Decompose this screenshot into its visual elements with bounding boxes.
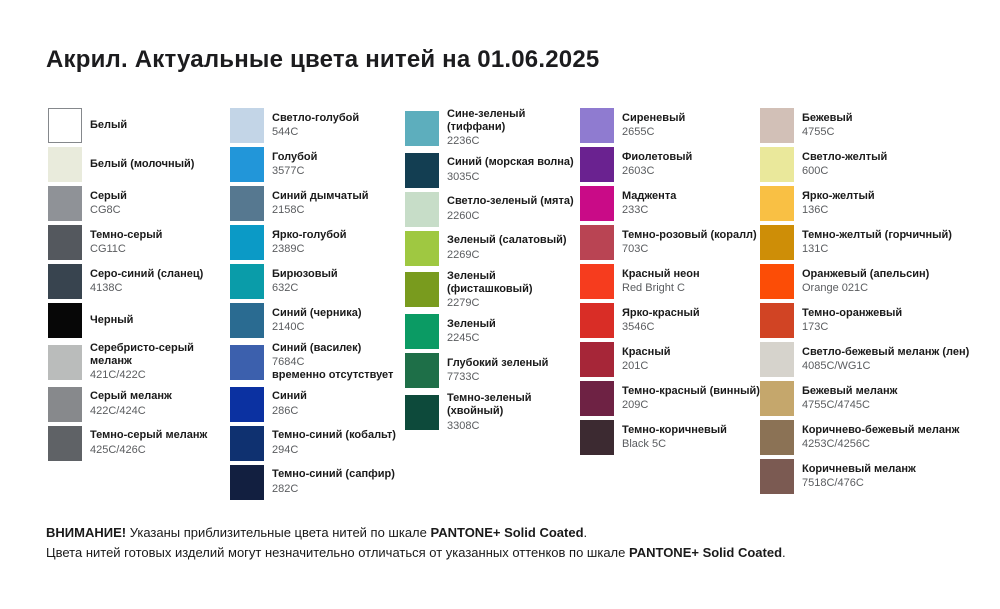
footer-line-1-period: . — [583, 525, 588, 540]
color-swatch — [48, 108, 82, 143]
color-name: Красный — [622, 345, 671, 358]
pantone-code: 233C — [622, 204, 649, 216]
color-row — [760, 147, 1000, 182]
color-label — [90, 342, 228, 383]
color-row — [580, 108, 760, 143]
color-name: Коричнево-бежевый меланж — [802, 423, 960, 436]
color-swatch — [405, 272, 439, 307]
color-name: Сиреневый — [622, 111, 686, 124]
color-label — [447, 156, 574, 183]
color-swatch — [580, 225, 614, 260]
color-name: Коричневый меланж — [802, 462, 916, 475]
pantone-code: 2236C — [447, 135, 480, 148]
pantone-code: 294C — [272, 443, 299, 456]
color-swatch — [760, 459, 794, 494]
color-name: Синий (василек) — [272, 342, 362, 354]
color-row — [230, 147, 405, 182]
color-label — [622, 385, 760, 412]
color-name: Темно-синий (кобальт) — [272, 429, 396, 442]
color-name: Темно-оранжевый — [802, 306, 903, 319]
pantone-code: 600C — [802, 165, 829, 177]
color-row — [48, 108, 230, 143]
color-grid — [48, 108, 1000, 504]
color-swatch — [230, 465, 264, 500]
footer-line-1-text: Указаны приблизительные цвета нитей по шкале — [126, 525, 431, 540]
color-row — [405, 231, 580, 266]
pantone-code: 3308C — [447, 419, 480, 432]
color-row — [760, 225, 1000, 260]
color-swatch — [760, 342, 794, 377]
color-name: Светло-зеленый (мята) — [447, 195, 574, 208]
pantone-code: 2269C — [447, 248, 480, 261]
color-swatch — [580, 342, 614, 377]
color-row — [48, 225, 230, 260]
color-name: Светло-бежевый меланж (лен) — [802, 345, 970, 358]
color-label — [622, 229, 757, 256]
color-label — [447, 318, 496, 345]
color-swatch — [760, 108, 794, 143]
color-row — [760, 303, 1000, 338]
color-swatch — [760, 420, 794, 455]
color-label — [802, 307, 902, 334]
color-label — [622, 151, 692, 178]
color-row — [405, 108, 580, 149]
color-swatch — [48, 303, 82, 338]
color-name: Оранжевый (апельсин) — [802, 267, 930, 280]
color-row — [405, 270, 580, 311]
color-row — [760, 264, 1000, 299]
footer-line-2 — [46, 543, 786, 563]
color-swatch — [580, 108, 614, 143]
color-name: Ярко-красный — [622, 306, 700, 319]
color-name: Бежевый — [802, 111, 853, 124]
color-name: Темно-коричневый — [622, 423, 727, 436]
pantone-code: 209C — [622, 399, 649, 411]
color-label — [447, 234, 567, 261]
pantone-code: 4755C — [802, 126, 835, 138]
color-column-4 — [580, 108, 760, 459]
color-row — [760, 381, 1000, 416]
warning-label: ВНИМАНИЕ! — [46, 525, 127, 540]
pantone-code: 2389C — [272, 243, 305, 255]
color-name: Синий — [272, 390, 307, 403]
pantone-code: 201C — [622, 360, 649, 372]
color-label — [272, 307, 362, 334]
color-swatch — [405, 153, 439, 188]
color-row — [230, 108, 405, 143]
color-label — [90, 229, 162, 256]
color-name: Голубой — [272, 150, 318, 163]
pantone-code: 422C/424C — [90, 404, 146, 417]
color-row — [230, 264, 405, 299]
color-swatch — [580, 381, 614, 416]
color-swatch — [48, 186, 82, 221]
color-name: Серо-синий (сланец) — [90, 267, 204, 280]
color-swatch — [580, 186, 614, 221]
footer-line-1 — [46, 523, 786, 543]
color-label — [447, 357, 548, 384]
color-label — [802, 346, 969, 373]
pantone-code: 131C — [802, 243, 829, 255]
color-name: Зеленый — [447, 317, 496, 330]
pantone-code: 3035C — [447, 170, 480, 183]
color-name: Темно-синий (сапфир) — [272, 468, 395, 481]
pantone-code: 703C — [622, 243, 649, 255]
pantone-code: 4755C/4745C — [802, 399, 870, 411]
color-name: Сине-зеленый (тиффани) — [447, 108, 526, 134]
color-name: Темно-зеленый (хвойный) — [447, 392, 532, 418]
color-row — [48, 186, 230, 221]
color-label — [622, 112, 685, 139]
color-label — [622, 268, 700, 295]
color-row — [760, 186, 1000, 221]
color-label — [622, 190, 676, 217]
color-swatch — [230, 345, 264, 380]
pantone-code: Orange 021C — [802, 282, 869, 294]
color-name: Темно-серый — [90, 228, 163, 241]
color-column-2 — [230, 108, 405, 504]
color-label — [622, 424, 727, 451]
availability-note: временно отсутствует — [272, 369, 394, 382]
color-swatch — [230, 186, 264, 221]
footer-line-2-text: Цвета нитей готовых изделий могут незначительно отличаться от указанных оттенков по шкале — [46, 544, 629, 560]
color-swatch — [230, 426, 264, 461]
color-label — [90, 119, 127, 132]
color-row — [580, 147, 760, 182]
color-row — [48, 426, 230, 461]
color-row — [760, 108, 1000, 143]
color-row — [580, 342, 760, 377]
color-label — [272, 390, 307, 417]
color-name: Фиолетовый — [622, 150, 693, 163]
color-label — [90, 158, 194, 171]
color-column-1 — [48, 108, 230, 465]
color-column-5 — [760, 108, 1000, 498]
pantone-code: CG11C — [90, 243, 126, 255]
color-label — [272, 151, 317, 178]
color-swatch — [760, 225, 794, 260]
pantone-code: 421C/422C — [90, 369, 146, 382]
color-row — [580, 225, 760, 260]
footer-line-2-period: . — [782, 544, 786, 560]
color-row — [760, 342, 1000, 377]
pantone-code: 2158C — [272, 204, 305, 216]
color-name: Бежевый меланж — [802, 384, 898, 397]
color-row — [405, 314, 580, 349]
color-row — [405, 153, 580, 188]
color-name: Зеленый (фисташковый) — [447, 269, 533, 295]
pantone-code: 136C — [802, 204, 829, 216]
color-row — [405, 392, 580, 433]
color-label — [272, 268, 338, 295]
color-swatch — [405, 395, 439, 430]
color-row — [230, 387, 405, 422]
pantone-code: 544C — [272, 126, 299, 138]
pantone-code: 3577C — [272, 165, 305, 177]
pantone-code: 173C — [802, 321, 829, 333]
color-swatch — [580, 264, 614, 299]
color-name: Синий (черника) — [272, 306, 362, 319]
pantone-code: 2603C — [622, 165, 655, 177]
color-name: Серебристо-серый меланж — [90, 342, 194, 368]
color-name: Ярко-желтый — [802, 189, 875, 202]
color-label — [622, 307, 700, 334]
color-row — [48, 147, 230, 182]
color-label — [272, 468, 395, 495]
color-swatch — [230, 225, 264, 260]
color-swatch — [405, 192, 439, 227]
color-label — [447, 270, 580, 311]
color-column-3 — [405, 108, 580, 437]
color-name: Темно-красный (винный) — [622, 384, 760, 397]
pantone-code: CG8C — [90, 204, 121, 216]
color-name: Синий (морская волна) — [447, 156, 574, 169]
pantone-code: 2655C — [622, 126, 655, 138]
color-name: Темно-серый меланж — [90, 429, 208, 442]
color-label — [447, 392, 580, 433]
color-row — [230, 303, 405, 338]
color-name: Ярко-голубой — [272, 228, 347, 241]
color-name: Белый — [90, 118, 128, 131]
color-swatch — [48, 264, 82, 299]
pantone-code: 2140C — [272, 321, 305, 333]
color-name: Бирюзовый — [272, 267, 338, 280]
color-row — [580, 264, 760, 299]
pantone-code: Black 5C — [622, 438, 667, 450]
color-swatch — [580, 303, 614, 338]
pantone-code: Red Bright C — [622, 282, 685, 294]
pantone-brand-1: PANTONE+ Solid Coated — [430, 525, 584, 540]
color-swatch — [760, 264, 794, 299]
color-name: Темно-желтый (горчичный) — [802, 228, 952, 241]
color-row — [580, 303, 760, 338]
color-label — [802, 268, 929, 295]
pantone-code: 7733C — [447, 371, 480, 384]
color-label — [90, 314, 133, 327]
pantone-code: 632C — [272, 282, 299, 294]
color-swatch — [48, 426, 82, 461]
color-swatch — [230, 108, 264, 143]
color-label — [272, 342, 393, 383]
pantone-code: 7518C/476C — [802, 477, 864, 489]
color-row — [580, 186, 760, 221]
color-swatch — [230, 147, 264, 182]
color-row — [230, 186, 405, 221]
color-label — [622, 346, 670, 373]
footer-note — [46, 523, 786, 562]
color-swatch — [760, 186, 794, 221]
color-label — [802, 424, 959, 451]
color-swatch — [760, 303, 794, 338]
pantone-code: 4253C/4256C — [802, 438, 870, 450]
color-name: Серый — [90, 189, 127, 202]
color-row — [230, 225, 405, 260]
color-swatch — [405, 111, 439, 146]
color-swatch — [48, 147, 82, 182]
pantone-code: 2260C — [447, 209, 480, 222]
color-swatch — [405, 314, 439, 349]
color-name: Светло-желтый — [802, 150, 888, 163]
color-row — [48, 303, 230, 338]
color-swatch — [760, 381, 794, 416]
color-name: Темно-розовый (коралл) — [622, 228, 757, 241]
color-swatch — [580, 147, 614, 182]
color-row — [48, 264, 230, 299]
color-swatch — [230, 264, 264, 299]
color-label — [272, 429, 396, 456]
color-row — [580, 381, 760, 416]
color-name: Серый меланж — [90, 390, 172, 403]
color-row — [230, 465, 405, 500]
color-row — [230, 426, 405, 461]
color-label — [802, 151, 887, 178]
color-label — [272, 190, 369, 217]
color-row — [230, 342, 405, 383]
color-label — [90, 390, 172, 417]
pantone-code: 4138C — [90, 282, 123, 294]
color-name: Светло-голубой — [272, 111, 360, 124]
color-swatch — [405, 231, 439, 266]
page-title: Акрил. Актуальные цвета нитей на 01.06.2025 — [46, 46, 600, 73]
color-label — [90, 429, 207, 456]
color-swatch — [405, 353, 439, 388]
pantone-code: 4085C/WG1C — [802, 360, 871, 372]
pantone-code: 2279C — [447, 296, 480, 309]
color-swatch — [760, 147, 794, 182]
color-name: Маджента — [622, 189, 677, 202]
color-name: Синий дымчатый — [272, 189, 369, 202]
pantone-code: 286C — [272, 404, 299, 417]
color-swatch — [230, 387, 264, 422]
color-name: Красный неон — [622, 267, 700, 280]
pantone-brand-2: PANTONE+ Solid Coated — [629, 544, 783, 560]
color-label — [90, 268, 203, 295]
pantone-code: 425C/426C — [90, 443, 146, 456]
color-row — [760, 420, 1000, 455]
color-name: Белый (молочный) — [90, 157, 195, 170]
color-label — [802, 112, 853, 139]
pantone-code: 2245C — [447, 332, 480, 345]
color-row — [48, 342, 230, 383]
color-swatch — [48, 345, 82, 380]
color-name: Черный — [90, 313, 134, 326]
color-label — [802, 229, 952, 256]
color-swatch — [230, 303, 264, 338]
color-row — [760, 459, 1000, 494]
color-label — [272, 112, 359, 139]
color-name: Зеленый (салатовый) — [447, 234, 567, 247]
color-row — [580, 420, 760, 455]
color-row — [405, 353, 580, 388]
pantone-code: 3546C — [622, 321, 655, 333]
color-swatch — [48, 225, 82, 260]
color-label — [90, 190, 127, 217]
color-row — [405, 192, 580, 227]
pantone-code: 282C — [272, 482, 299, 495]
color-label — [802, 463, 916, 490]
color-label — [802, 190, 875, 217]
color-swatch — [48, 387, 82, 422]
pantone-code: 7684C — [272, 356, 305, 369]
color-label — [447, 108, 580, 149]
color-label — [272, 229, 347, 256]
color-label — [447, 195, 574, 222]
color-row — [48, 387, 230, 422]
color-name: Глубокий зеленый — [447, 356, 549, 369]
color-swatch — [580, 420, 614, 455]
color-label — [802, 385, 897, 412]
